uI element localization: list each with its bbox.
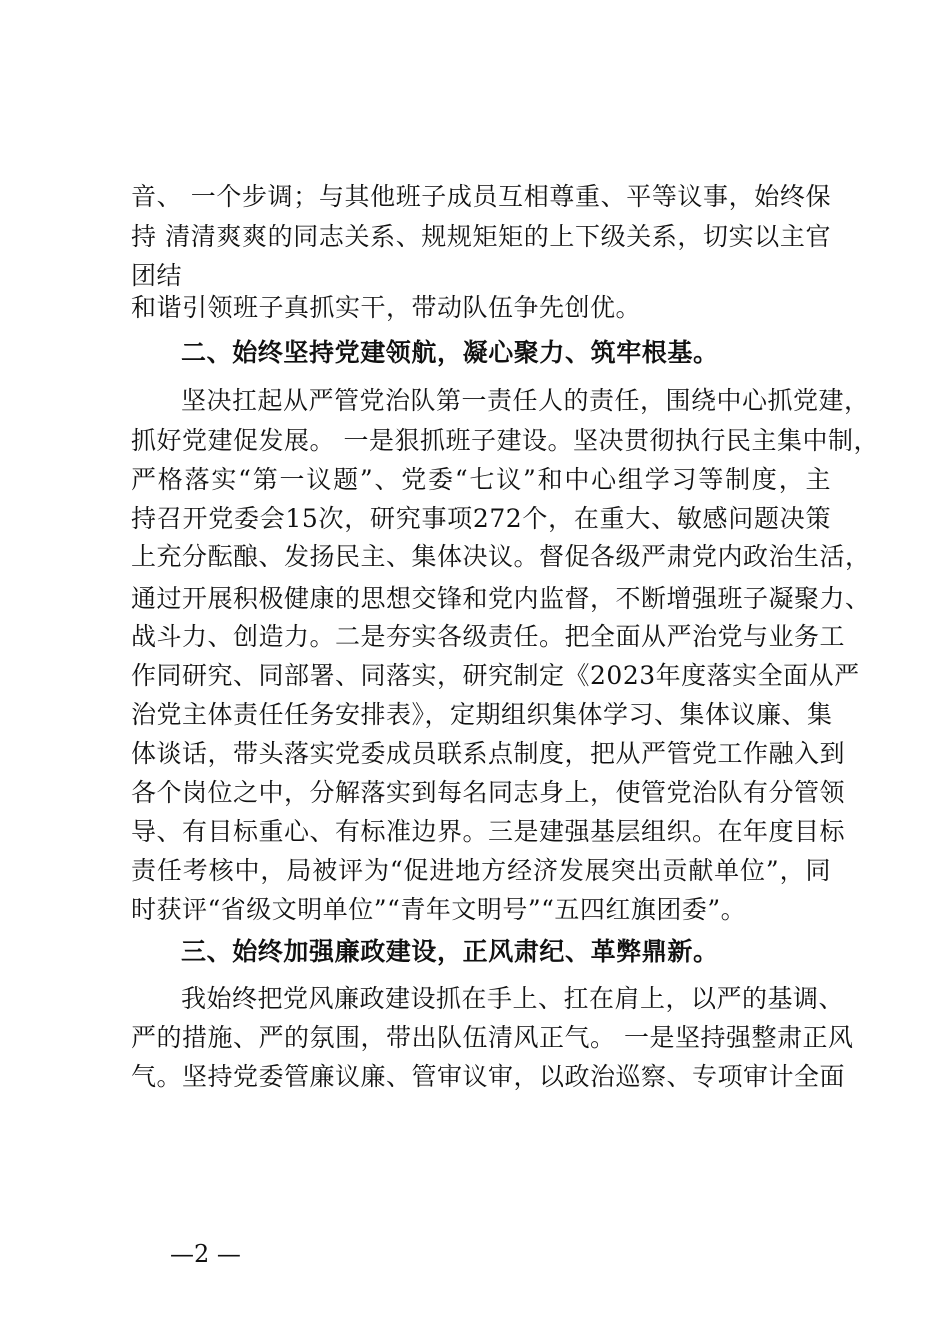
text-line: 严的措施、严的氛围，带出队伍清风正气。 一是坚持强整肃正风: [131, 1023, 854, 1052]
text-line: 体谈话，带头落实党委成员联系点制度，把从严管党工作融入到: [131, 739, 846, 768]
text-line: 和谐引领班子真抓实干，带动队伍争先创优。: [131, 293, 642, 322]
text-line: 持召开党委会15次，研究事项272个，在重大、敏感问题决策: [131, 504, 831, 533]
text-line: 气。坚持党委管廉议廉、管审议审，以政治巡察、专项审计全面: [131, 1062, 846, 1091]
text-line: 上充分酝酿、发扬民主、集体决议。督促各级严肃党内政治生活，: [131, 542, 871, 571]
text-line: 治党主体责任任务安排表》，定期组织集体学习、集体议廉、集: [131, 700, 833, 729]
text-line: 战斗力、创造力。二是夯实各级责任。把全面从严治党与业务工: [131, 622, 846, 651]
text-line: 作同研究、同部署、同落实，研究制定《2023年度落实全面从严: [131, 661, 860, 690]
text-line: 导、有目标重心、有标准边界。三是建强基层组织。在年度目标: [131, 817, 846, 846]
section-heading: 二、始终坚持党建领航，凝心聚力、筑牢根基。: [181, 338, 719, 367]
text-line: 持 清清爽爽的同志关系、规规矩矩的上下级关系，切实以主官: [131, 222, 831, 251]
text-line: 团结: [131, 261, 183, 290]
text-line: 责任考核中，局被评为“促进地方经济发展突出贡献单位”，同: [131, 856, 831, 885]
page-number: —2 —: [170, 1240, 241, 1268]
section-heading: 三、始终加强廉政建设，正风肃纪、革弊鼎新。: [181, 937, 719, 966]
text-line: 我始终把党风廉政建设抓在手上、扛在肩上，以严的基调、: [181, 984, 845, 1013]
text-line: 严格落实“第一议题”、党委“七议”和中心组学习等制度，主: [131, 465, 831, 494]
text-line: 抓好党建促发展。 一是狠抓班子建设。坚决贯彻执行民主集中制，: [131, 426, 879, 455]
text-line: 通过开展积极健康的思想交锋和党内监督，不断增强班子凝聚力、: [131, 584, 871, 613]
text-line: 音、 一个步调；与其他班子成员互相尊重、平等议事，始终保: [131, 182, 831, 211]
text-line: 坚决扛起从严管党治队第一责任人的责任，围绕中心抓党建，: [181, 386, 870, 415]
text-line: 时获评“省级文明单位”“青年文明号”“五四红旗团委”。: [131, 895, 747, 924]
text-line: 各个岗位之中，分解落实到每名同志身上，使管党治队有分管领: [131, 778, 846, 807]
